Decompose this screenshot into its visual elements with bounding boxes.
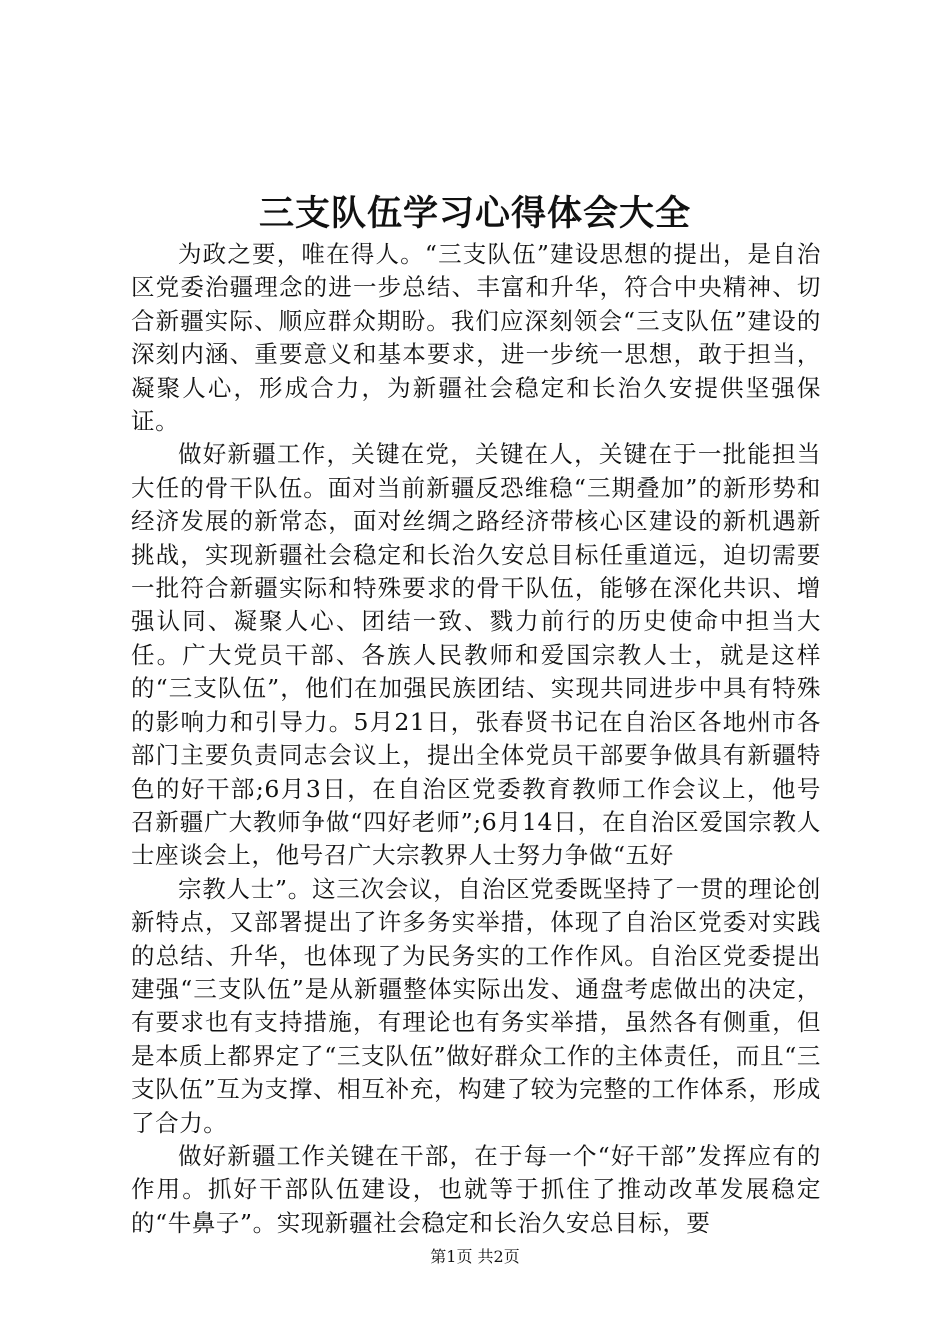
document-body	[131, 238, 821, 1240]
paragraph-2: 做好新疆工作，关键在党，关键在人，关键在于一批能担当大任的骨干队伍。面对当前新疆反恐维稳“三期叠加”的新形势和经济发展的新常态，面对丝绸之路经济带核心区建设的新机遇新挑战，实现新疆社会稳定和长治久安总目标任重道远，迫切需要一批符合新疆实际和特殊要求的骨干队伍，能够在深化共识、增强认同、凝聚人心、团结一致、戮力前行的历史使命中担当大任。广大党员干部、各族人民教师和爱国宗教人士，就是这样的“三支队伍”，他们在加强民族团结、实现共同进步中具有特殊的影响力和引导力。5月21日，张春贤书记在自治区各地州市各部门主要负责同志会议上，提出全体党员干部要争做具有新疆特色的好干部;6月3日，在自治区党委教育教师工作会议上，他号召新疆广大教师争做“四好老师”;6月14日，在自治区爱国宗教人士座谈会上，他号召广大宗教界人士努力争做“五好	[131, 440, 821, 870]
page-title: 三支队伍学习心得体会大全	[258, 193, 691, 234]
page-number-footer: 第1页 共2页	[430, 1247, 520, 1266]
paragraph-1: 为政之要，唯在得人。“三支队伍”建设思想的提出，是自治区党委治疆理念的进一步总结、丰富和升华，符合中央精神、切合新疆实际、顺应群众期盼。我们应深刻领会“三支队伍”建设的深刻内涵、重要意义和基本要求，进一步统一思想，敢于担当，凝聚人心，形成合力，为新疆社会稳定和长治久安提供坚强保证。	[131, 240, 821, 436]
paragraph-3: 宗教人士”。这三次会议，自治区党委既坚持了一贯的理论创新特点，又部署提出了许多务实举措，体现了自治区党委对实践的总结、升华，也体现了为民务实的工作作风。自治区党委提出建强“三支队伍”是从新疆整体实际出发、通盘考虑做出的决定，有要求也有支持措施，有理论也有务实举措，虽然各有侧重，但是本质上都界定了“三支队伍”做好群众工作的主体责任，而且“三支队伍”互为支撑、相互补充，构建了较为完整的工作体系，形成了合力。	[131, 874, 821, 1137]
paragraph-4: 做好新疆工作关键在干部，在于每一个“好干部”发挥应有的作用。抓好干部队伍建设，也就等于抓住了推动改革发展稳定的“牛鼻子”。实现新疆社会稳定和长治久安总目标，要	[131, 1141, 821, 1237]
